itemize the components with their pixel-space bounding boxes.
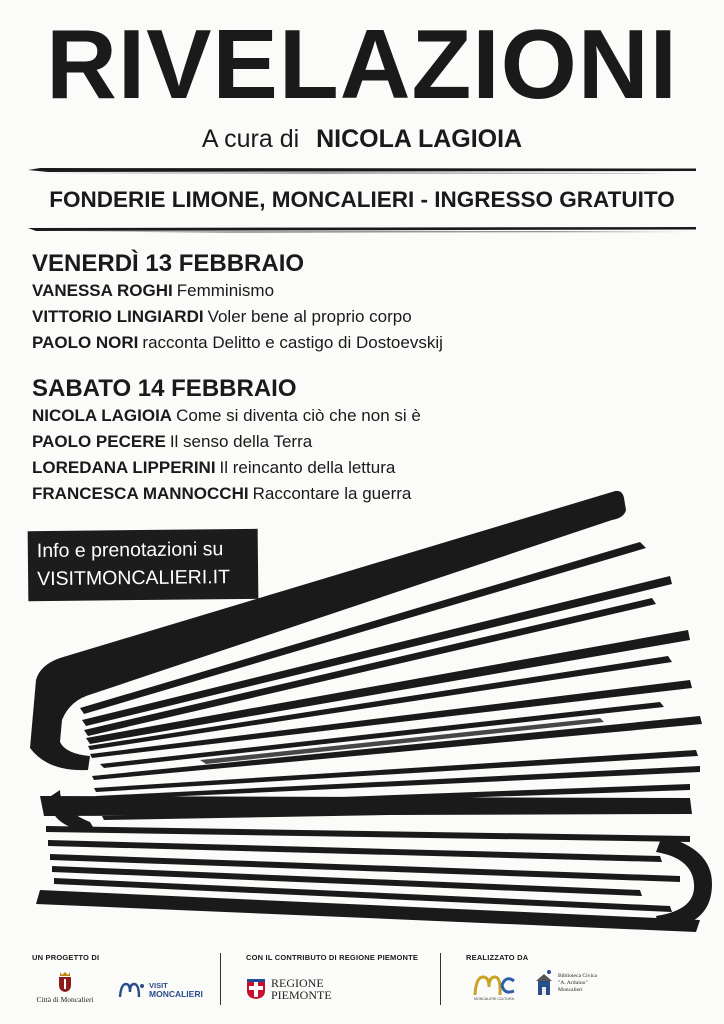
- visit-moncalieri-logo: [118, 980, 203, 1000]
- moncalieri-cultura-logo: [466, 973, 522, 1001]
- day-heading-friday: VENERDÌ 13 FEBBRAIO: [32, 250, 305, 277]
- coat-of-arms-icon: [57, 971, 73, 993]
- talk-topic: Il senso della Terra: [169, 432, 313, 451]
- list-item: [32, 304, 443, 330]
- speaker-name: VITTORIO LINGIARDI: [32, 307, 204, 326]
- biblio-logo-line3: Moncalieri: [558, 986, 583, 993]
- list-item: [32, 455, 421, 481]
- biblioteca-civica-logo: [534, 969, 597, 997]
- info-label: Info e prenotazioni su: [36, 538, 224, 563]
- list-item: [32, 278, 443, 304]
- mc-logo-subtext: MONCALIERI CULTURA: [473, 997, 515, 1001]
- brush-divider-top: [28, 166, 696, 174]
- info-website[interactable]: VISITMONCALIERI.IT: [37, 566, 231, 591]
- talk-topic: Il reincanto della lettura: [219, 458, 396, 477]
- brush-divider-bottom: [28, 225, 696, 233]
- library-building-icon: [534, 969, 554, 997]
- curator-name: NICOLA LAGIOIA: [316, 125, 523, 153]
- regione-piemonte-logo: [246, 977, 332, 1001]
- list-item: [32, 403, 421, 429]
- curator-line: [0, 124, 724, 154]
- contribution-caption: CON IL CONTRIBUTO DI REGIONE PIEMONTE: [246, 953, 419, 962]
- footer-divider: [220, 953, 221, 1005]
- list-item: [32, 429, 421, 455]
- citta-moncalieri-logo: [30, 971, 100, 1004]
- speaker-name: NICOLA LAGIOIA: [32, 406, 173, 425]
- regione-logo-line2: PIEMONTE: [271, 988, 332, 1002]
- speaker-name: PAOLO NORI: [32, 333, 139, 352]
- list-item: [32, 330, 443, 356]
- venue-line: FONDERIE LIMONE, MONCALIERI - INGRESSO GRATUITO: [49, 187, 675, 212]
- talk-topic: Voler bene al proprio corpo: [207, 307, 412, 326]
- friday-talks-list: [32, 278, 443, 356]
- project-caption: UN PROGETTO DI: [32, 953, 100, 962]
- visit-logo-line2: MONCALIERI: [149, 989, 203, 999]
- speaker-name: PAOLO PECERE: [32, 432, 166, 451]
- biblio-logo-line1: Biblioteca Civica: [558, 972, 597, 979]
- visit-m-icon: [118, 980, 146, 1000]
- speaker-name: FRANCESCA MANNOCCHI: [32, 484, 249, 503]
- info-box: [28, 529, 259, 601]
- day-heading-saturday: SABATO 14 FEBBRAIO: [32, 375, 297, 402]
- curated-by-label: A cura di: [201, 125, 300, 153]
- citta-logo-text: Città di Moncalieri: [36, 995, 94, 1004]
- sponsors-footer: [0, 945, 724, 1024]
- biblio-logo-line2: "A. Arduino": [558, 979, 588, 986]
- talk-topic: Come si diventa ciò che non si è: [176, 406, 421, 425]
- talk-topic: Femminismo: [176, 281, 275, 300]
- poster-title: RIVELAZIONI: [46, 9, 678, 119]
- speaker-name: LOREDANA LIPPERINI: [32, 458, 216, 477]
- footer-divider: [440, 953, 441, 1005]
- talk-topic: Raccontare la guerra: [252, 484, 412, 503]
- made-by-caption: REALIZZATO DA: [466, 953, 529, 962]
- visit-logo-line1: VISIT: [149, 981, 168, 990]
- talk-topic: racconta Delitto e castigo di Dostoevskij: [142, 333, 443, 352]
- mc-monogram-icon: [472, 973, 516, 997]
- regione-shield-icon: [246, 978, 266, 1000]
- regione-logo-line1: REGIONE: [271, 976, 324, 990]
- speaker-name: VANESSA ROGHI: [32, 281, 173, 300]
